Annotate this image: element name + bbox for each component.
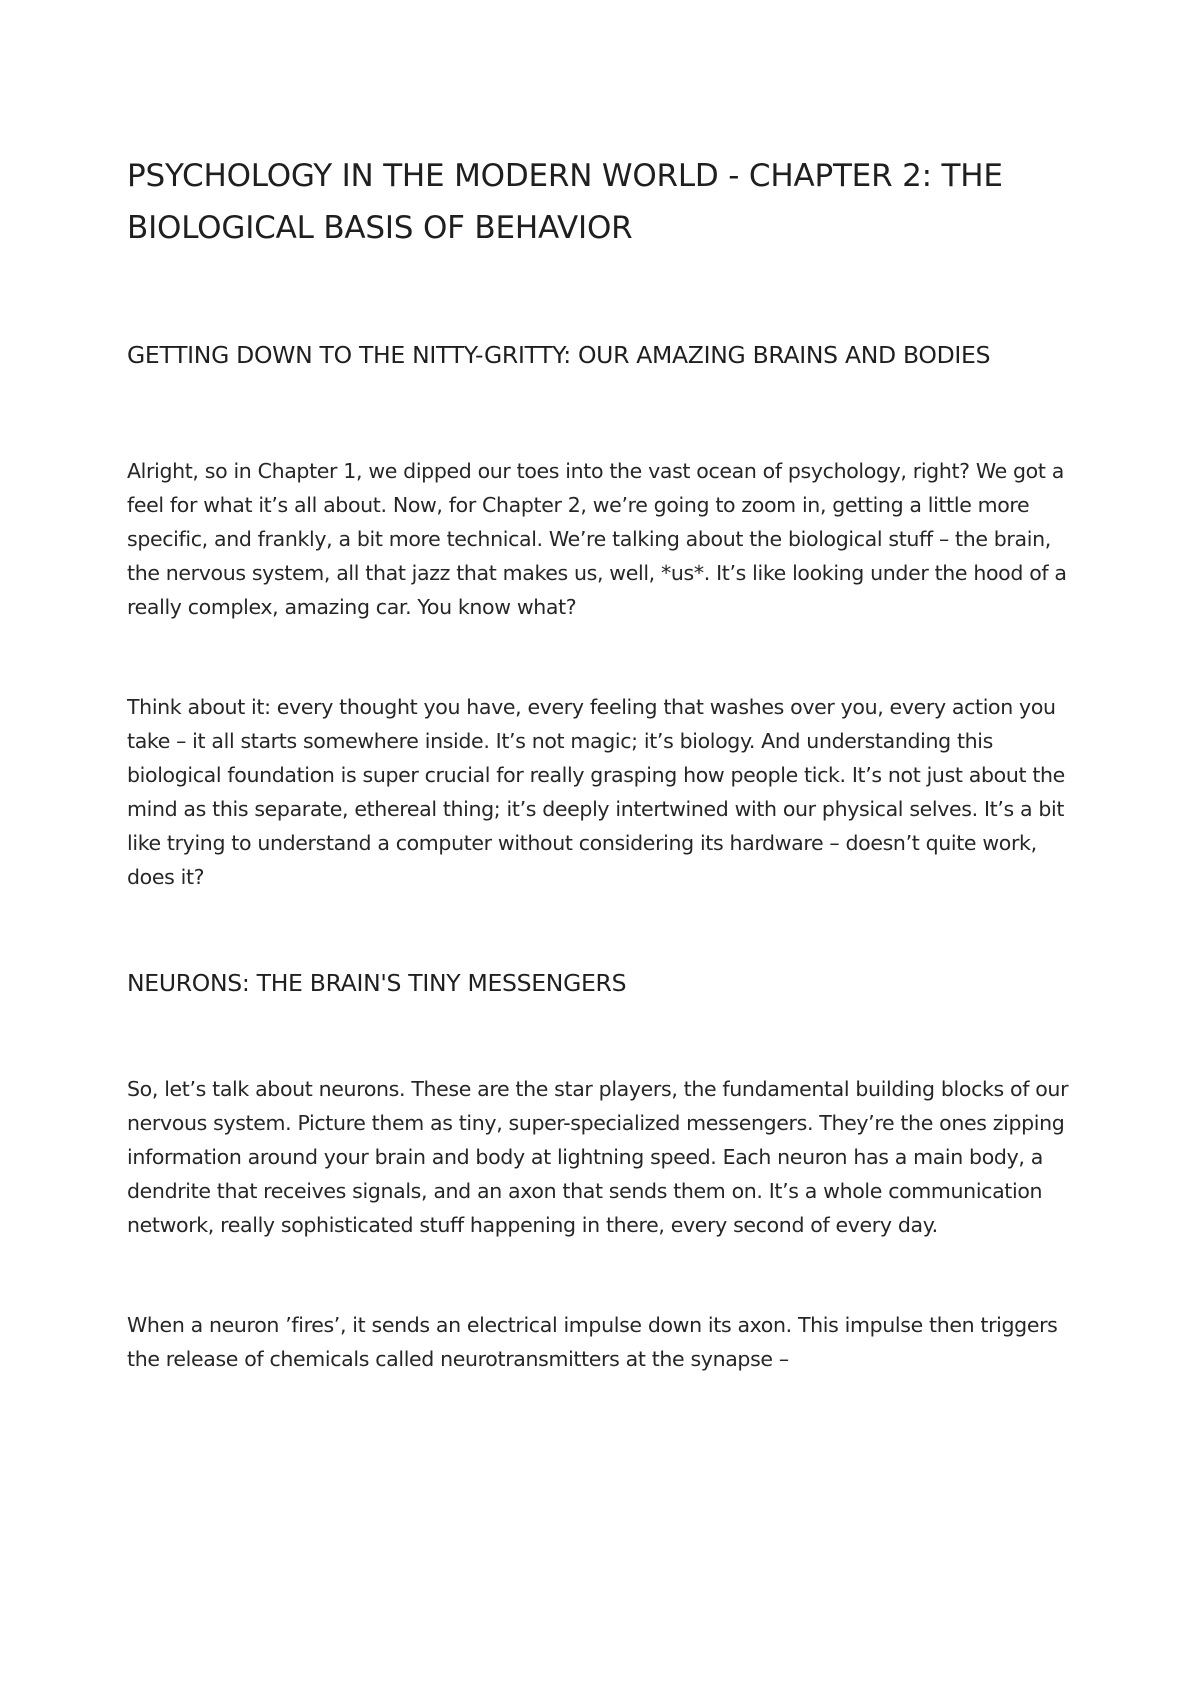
paragraph-biology-foundation: Think about it: every thought you have, every feeling that washes over you, every action you take – it all starts somewhere inside. It’s not magic; it’s biology. And understanding this biological foundation is super crucial for really grasping how people tick. It’s not just about the mind as this separate, ethereal thing; it’s deeply intertwined with our physical selves. It’s a bit like trying to understand a computer without considering its hardware – doesn’t quite work, does it?: [127, 695, 1065, 889]
section-heading-brains-bodies: GETTING DOWN TO THE NITTY-GRITTY: OUR AMAZING BRAINS AND BODIES: [127, 341, 991, 369]
paragraph-neuron-firing: When a neuron ’fires’, it sends an electrical impulse down its axon. This impulse then triggers the release of chemicals called neurotransmitters at the synapse –: [127, 1313, 1058, 1371]
paragraph-neurons-intro: So, let’s talk about neurons. These are the star players, the fundamental building blocks of our nervous system. Picture them as tiny, super-specialized messengers. They’re the ones zipping information around your brain and body at lightning speed. Each neuron has a main body, a dendrite that receives signals, and an axon that sends them on. It’s a whole communication network, really sophisticated stuff happening in there, every second of every day.: [127, 1077, 1069, 1237]
document-title: PSYCHOLOGY IN THE MODERN WORLD - CHAPTER 2: THE BIOLOGICAL BASIS OF BEHAVIOR: [127, 158, 1003, 246]
section-heading-neurons: NEURONS: THE BRAIN'S TINY MESSENGERS: [127, 969, 627, 997]
paragraph-chapter-intro: Alright, so in Chapter 1, we dipped our toes into the vast ocean of psychology, right? We got a feel for what it’s all about. Now, for Chapter 2, we’re going to zoom in, getting a little more specific, and frankly, a bit more technical. We’re talking about the biological stuff – the brain, the nervous system, all that jazz that makes us, well, *us*. It’s like looking under the hood of a really complex, amazing car. You know what?: [127, 459, 1067, 619]
document-page: [127, 150, 1077, 1376]
